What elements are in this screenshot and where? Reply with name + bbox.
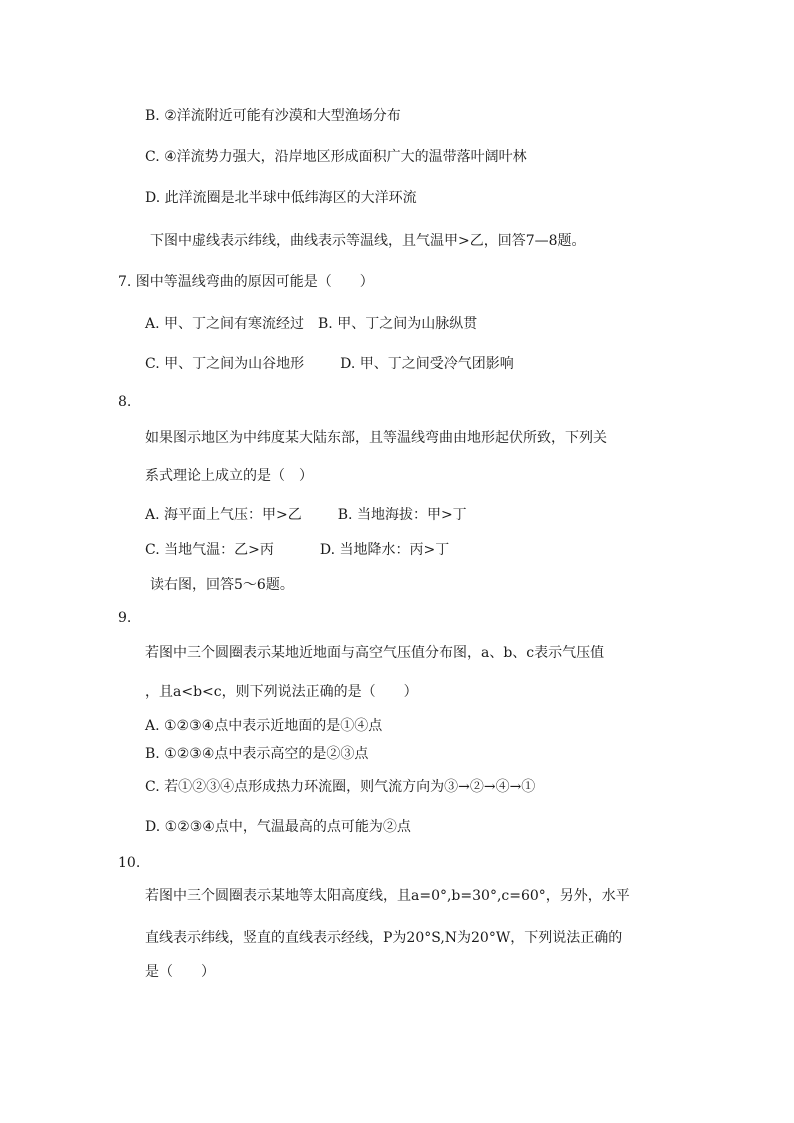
q9-option-c: C. 若①②③④点形成热力环流圈，则气流方向为③→②→④→① bbox=[145, 779, 536, 795]
q10-stem-line-3: 是（ ） bbox=[145, 964, 215, 980]
q7-options-row-2 bbox=[145, 354, 514, 374]
q10-stem-line-1: 若图中三个圆圈表示某地等太阳高度线，且a=0°,b=30°,c=60°，另外，水平 bbox=[145, 888, 630, 904]
q7-option-d: D. 甲、丁之间受冷气团影响 bbox=[340, 356, 514, 372]
q8-number: 8. bbox=[118, 394, 132, 410]
intro-questions-5-6: 读右图，回答5～6题。 bbox=[150, 577, 294, 593]
q9-option-d: D. ①②③④点中，气温最高的点可能为②点 bbox=[145, 819, 411, 835]
q9-option-a: A. ①②③④点中表示近地面的是①④点 bbox=[145, 718, 383, 734]
intro-questions-7-8: 下图中虚线表示纬线，曲线表示等温线，且气温甲>乙，回答7—8题。 bbox=[150, 233, 586, 249]
q7-option-b: B. 甲、丁之间为山脉纵贯 bbox=[318, 316, 478, 332]
q8-stem-line-1: 如果图示地区为中纬度某大陆东部，且等温线弯曲由地形起伏所致，下列关 bbox=[145, 430, 607, 446]
q10-number: 10. bbox=[118, 855, 141, 871]
q9-option-b: B. ①②③④点中表示高空的是②③点 bbox=[145, 746, 369, 762]
q9-number: 9. bbox=[118, 610, 132, 626]
q6-option-b: B. ②洋流附近可能有沙漠和大型渔场分布 bbox=[145, 108, 401, 124]
q10-stem-line-2: 直线表示纬线，竖直的直线表示经线，P为20°S,N为20°W，下列说法正确的 bbox=[145, 930, 623, 946]
q8-option-c: C. 当地气温：乙>丙 bbox=[145, 542, 274, 558]
q7-options-row-1 bbox=[145, 314, 477, 334]
q8-option-d: D. 当地降水：丙>丁 bbox=[319, 542, 450, 558]
q7-option-c: C. 甲、丁之间为山谷地形 bbox=[145, 356, 305, 372]
q8-options-row-1 bbox=[145, 505, 467, 525]
q8-options-row-2 bbox=[145, 540, 449, 560]
q6-option-c: C. ④洋流势力强大，沿岸地区形成面积广大的温带落叶阔叶林 bbox=[145, 149, 527, 165]
q7-option-a: A. 甲、丁之间有寒流经过 bbox=[145, 316, 305, 332]
q7-stem: 7. 图中等温线弯曲的原因可能是（ ） bbox=[118, 274, 374, 290]
q6-option-d: D. 此洋流圈是北半球中低纬海区的大洋环流 bbox=[145, 190, 417, 206]
q9-stem-line-1: 若图中三个圆圈表示某地近地面与高空气压值分布图，a、b、c表示气压值 bbox=[145, 645, 605, 661]
q8-option-a: A. 海平面上气压：甲>乙 bbox=[145, 507, 302, 523]
q8-stem-line-2: 系式理论上成立的是（ ） bbox=[145, 468, 313, 484]
q9-stem-line-2: ，且a<b<c，则下列说法正确的是（ ） bbox=[145, 684, 418, 700]
q8-option-b: B. 当地海拔：甲>丁 bbox=[337, 507, 467, 523]
